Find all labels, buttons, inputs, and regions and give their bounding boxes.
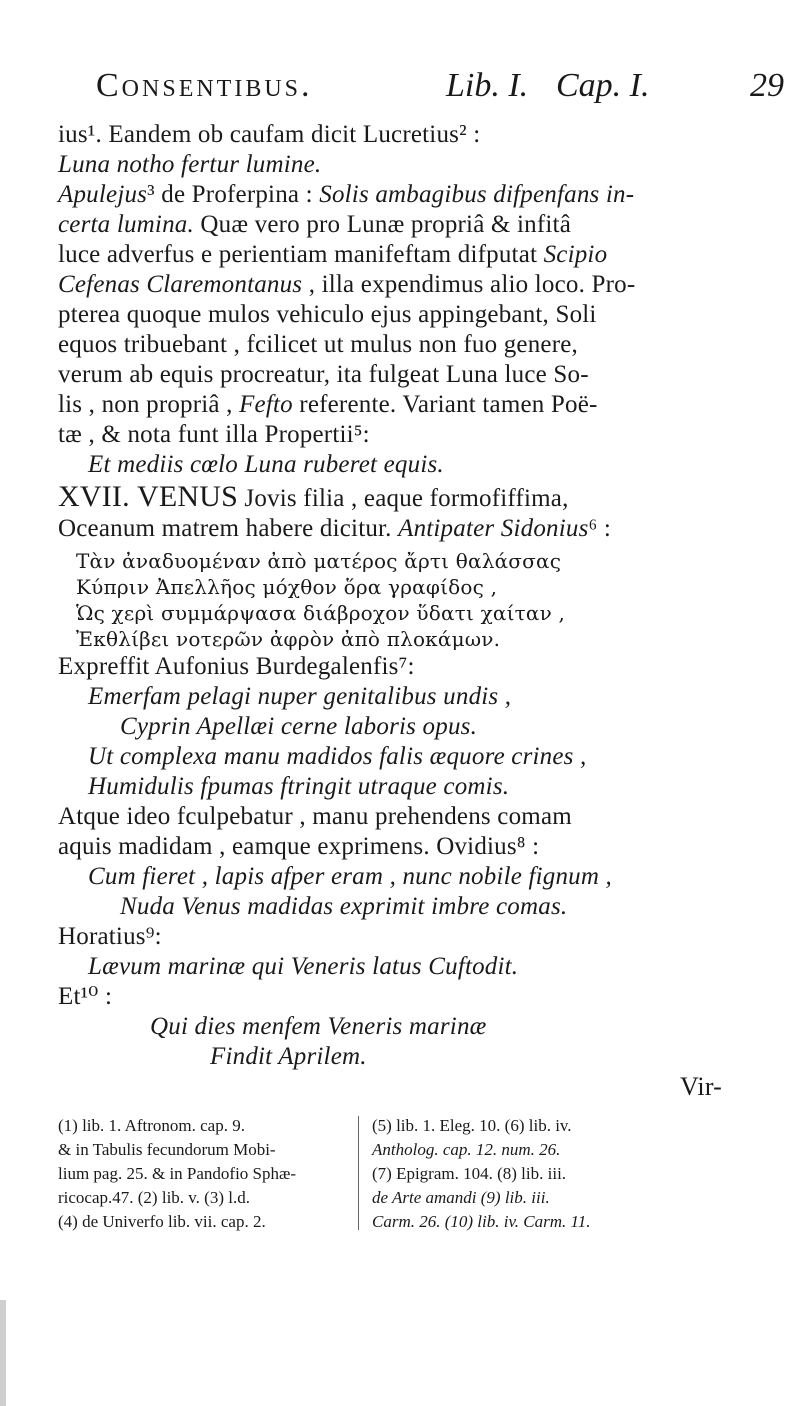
author-name: Scipio	[543, 241, 608, 268]
greek-verse-line: Ἐκθλίβει νοτερῶν ἀφρὸν ἀπὸ πλοκάμων.	[76, 627, 501, 651]
text-line: certa lumina. Quæ vero pro Lunæ propriâ & infitâ	[58, 211, 571, 238]
page-number: 29	[750, 67, 784, 104]
quote-line: Nuda Venus madidas exprimit imbre comas.	[120, 893, 568, 920]
footnote-line: (4) de Univerfo lib. vii. cap. 2.	[58, 1212, 266, 1231]
footnote-line: (5) lib. 1. Eleg. 10. (6) lib. iv.	[372, 1116, 572, 1135]
quote-line: Qui dies menfem Veneris marinæ	[150, 1013, 487, 1040]
quote-line: Findit Aprilem.	[210, 1043, 367, 1070]
text-line: tæ , & nota funt illa Propertii⁵:	[58, 421, 370, 448]
text-line: aquis madidam , eamque exprimens. Ovidius⁸ :	[58, 833, 540, 860]
quote-inline: Solis ambagibus difpenfans in-	[319, 181, 635, 208]
quote-line: Cum fieret , lapis afper eram , nunc nobile fignum ,	[88, 863, 613, 890]
text-line: ius¹. Eandem ob caufam dicit Lucretius² :	[58, 121, 481, 148]
quote-line: Humidulis fpumas ftringit utraque comis.	[88, 773, 510, 800]
text-line: luce adverfus e perientiam manifeftam difputat Scipio	[58, 241, 608, 268]
section-heading: XVII. VENUS	[58, 480, 238, 513]
author-name: Cefenas Claremontanus	[58, 271, 303, 298]
footnote-line: (1) lib. 1. Aftronom. cap. 9.	[58, 1116, 245, 1135]
greek-verse-line: Κύπριν Ἀπελλῆος μόχθον ὅρα γραφίδος ,	[76, 575, 498, 599]
catchword: Vir-	[680, 1072, 723, 1101]
text-line: Oceanum matrem habere dicitur. Antipater Sidonius⁶ :	[58, 515, 612, 542]
text-line: verum ab equis procreatur, ita fulgeat Luna luce So-	[58, 361, 589, 388]
footnote-line: ricocap.47. (2) lib. v. (3) l.d.	[58, 1188, 250, 1207]
author-name: Apulejus	[58, 181, 148, 208]
greek-verse-line: Ὡς χερὶ συμμάρψασα διάβροχον ὕδατι χαίταν ,	[76, 601, 566, 625]
quote-line: Cyprin Apellæi cerne laboris opus.	[120, 713, 478, 740]
chapter-number: Cap. I.	[556, 67, 650, 104]
running-header	[96, 66, 784, 106]
text-line: Horatius⁹:	[58, 923, 162, 950]
text-line: pterea quoque mulos vehiculo ejus appingebant, Soli	[58, 301, 597, 328]
running-title: Consentibus.	[96, 67, 313, 104]
quote-line: Et mediis cœlo Luna ruberet equis.	[88, 451, 444, 478]
quote-line: Luna notho fertur lumine.	[58, 151, 322, 178]
text-line: Expreffit Aufonius Burdegalenfis⁷:	[58, 653, 415, 680]
footnote-divider	[358, 1116, 359, 1230]
text-line: Cefenas Claremontanus , illa expendimus alio loco. Pro-	[58, 271, 636, 298]
section-heading-line: XVII. VENUS Jovis filia , eaque formofiffima,	[58, 480, 569, 513]
book-number: Lib. I.	[446, 67, 529, 104]
author-name: Antipater Sidonius	[398, 515, 589, 542]
footnote-line: (7) Epigram. 104. (8) lib. iii.	[372, 1164, 567, 1183]
text-line: Et¹⁰ :	[58, 983, 113, 1010]
author-name: Fefto	[239, 391, 293, 418]
text-line: equos tribuebant , fcilicet ut mulus non fuo genere,	[58, 331, 578, 358]
text-line: Atque ideo fculpebatur , manu prehendens comam	[58, 803, 572, 830]
quote-inline: certa lumina.	[58, 211, 194, 238]
page-edge-shadow	[0, 1300, 6, 1406]
footnote-line: Antholog. cap. 12. num. 26.	[372, 1140, 561, 1159]
footnote-line: & in Tabulis fecundorum Mobi-	[58, 1140, 276, 1159]
quote-line: Lævum marinæ qui Veneris latus Cuftodit.	[88, 953, 519, 980]
greek-verse-line: Τὰν ἀναδυομέναν ἀπὸ ματέρος ἄρτι θαλάσσας	[76, 549, 562, 573]
text-line: lis , non propriâ , Fefto referente. Variant tamen Poë-	[58, 391, 598, 418]
footnote-line: Carm. 26. (10) lib. iv. Carm. 11.	[372, 1212, 591, 1231]
footnote-line: de Arte amandi (9) lib. iii.	[372, 1188, 550, 1207]
quote-line: Emerfam pelagi nuper genitalibus undis ,	[88, 683, 512, 710]
text-line: Apulejus³ de Proferpina : Solis ambagibus difpenfans in-	[58, 181, 635, 208]
quote-line: Ut complexa manu madidos falis æquore crines ,	[88, 743, 587, 770]
footnote-line: lium pag. 25. & in Pandofio Sphæ-	[58, 1164, 296, 1183]
